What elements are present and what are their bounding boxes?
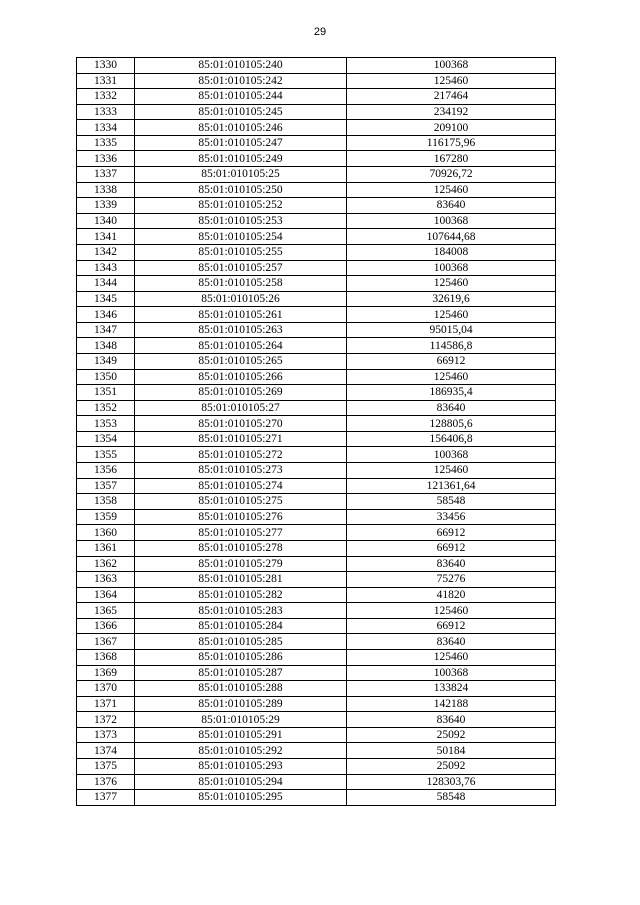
cadastral-number-cell: 85:01:010105:285 [135, 634, 347, 650]
cadastral-number-cell: 85:01:010105:247 [135, 135, 347, 151]
value-cell: 75276 [347, 572, 556, 588]
table-row [77, 665, 556, 681]
table-row [77, 291, 556, 307]
value-cell: 125460 [347, 182, 556, 198]
row-number-cell: 1351 [77, 385, 135, 401]
table-row [77, 73, 556, 89]
value-cell: 100368 [347, 260, 556, 276]
value-cell: 209100 [347, 120, 556, 136]
row-number-cell: 1340 [77, 213, 135, 229]
row-number-cell: 1362 [77, 556, 135, 572]
cadastral-number-cell: 85:01:010105:275 [135, 494, 347, 510]
cadastral-number-cell: 85:01:010105:254 [135, 229, 347, 245]
cadastral-number-cell: 85:01:010105:27 [135, 400, 347, 416]
cadastral-number-cell: 85:01:010105:278 [135, 540, 347, 556]
value-cell: 128805,6 [347, 416, 556, 432]
table-row [77, 58, 556, 74]
cadastral-number-cell: 85:01:010105:281 [135, 572, 347, 588]
table-row [77, 104, 556, 120]
table-row [77, 540, 556, 556]
cadastral-number-cell: 85:01:010105:244 [135, 89, 347, 105]
value-cell: 125460 [347, 463, 556, 479]
value-cell: 25092 [347, 759, 556, 775]
table-row [77, 135, 556, 151]
table-row [77, 509, 556, 525]
cadastral-number-cell: 85:01:010105:274 [135, 478, 347, 494]
value-cell: 133824 [347, 681, 556, 697]
value-cell: 125460 [347, 276, 556, 292]
table-row [77, 587, 556, 603]
table-row [77, 431, 556, 447]
value-cell: 100368 [347, 58, 556, 74]
table-row [77, 696, 556, 712]
row-number-cell: 1342 [77, 244, 135, 260]
table-row [77, 572, 556, 588]
table-row [77, 369, 556, 385]
table-row [77, 556, 556, 572]
table-row [77, 260, 556, 276]
table-row [77, 649, 556, 665]
cadastral-number-cell: 85:01:010105:295 [135, 790, 347, 806]
value-cell: 41820 [347, 587, 556, 603]
row-number-cell: 1361 [77, 540, 135, 556]
value-cell: 83640 [347, 556, 556, 572]
value-cell: 58548 [347, 790, 556, 806]
row-number-cell: 1372 [77, 712, 135, 728]
cadastral-number-cell: 85:01:010105:286 [135, 649, 347, 665]
cadastral-number-cell: 85:01:010105:29 [135, 712, 347, 728]
cadastral-number-cell: 85:01:010105:264 [135, 338, 347, 354]
cadastral-number-cell: 85:01:010105:272 [135, 447, 347, 463]
table-row [77, 307, 556, 323]
cadastral-number-cell: 85:01:010105:273 [135, 463, 347, 479]
table-row [77, 416, 556, 432]
row-number-cell: 1331 [77, 73, 135, 89]
row-number-cell: 1369 [77, 665, 135, 681]
table-row [77, 400, 556, 416]
table-row [77, 229, 556, 245]
value-cell: 83640 [347, 400, 556, 416]
cadastral-number-cell: 85:01:010105:266 [135, 369, 347, 385]
cadastral-number-cell: 85:01:010105:26 [135, 291, 347, 307]
table-row [77, 774, 556, 790]
cadastral-number-cell: 85:01:010105:277 [135, 525, 347, 541]
table-row [77, 198, 556, 214]
row-number-cell: 1336 [77, 151, 135, 167]
table-row [77, 618, 556, 634]
row-number-cell: 1370 [77, 681, 135, 697]
row-number-cell: 1353 [77, 416, 135, 432]
value-cell: 66912 [347, 525, 556, 541]
cadastral-number-cell: 85:01:010105:291 [135, 727, 347, 743]
row-number-cell: 1350 [77, 369, 135, 385]
table-row [77, 681, 556, 697]
value-cell: 100368 [347, 665, 556, 681]
value-cell: 142188 [347, 696, 556, 712]
row-number-cell: 1366 [77, 618, 135, 634]
table-row [77, 603, 556, 619]
value-cell: 32619,6 [347, 291, 556, 307]
row-number-cell: 1376 [77, 774, 135, 790]
row-number-cell: 1334 [77, 120, 135, 136]
cadastral-number-cell: 85:01:010105:279 [135, 556, 347, 572]
row-number-cell: 1332 [77, 89, 135, 105]
cadastral-number-cell: 85:01:010105:246 [135, 120, 347, 136]
cadastral-number-cell: 85:01:010105:292 [135, 743, 347, 759]
cadastral-number-cell: 85:01:010105:261 [135, 307, 347, 323]
value-cell: 125460 [347, 73, 556, 89]
row-number-cell: 1359 [77, 509, 135, 525]
value-cell: 66912 [347, 618, 556, 634]
row-number-cell: 1333 [77, 104, 135, 120]
cadastral-number-cell: 85:01:010105:289 [135, 696, 347, 712]
cadastral-number-cell: 85:01:010105:284 [135, 618, 347, 634]
table-row [77, 525, 556, 541]
cadastral-number-cell: 85:01:010105:288 [135, 681, 347, 697]
table-row [77, 213, 556, 229]
value-cell: 125460 [347, 307, 556, 323]
cadastral-number-cell: 85:01:010105:282 [135, 587, 347, 603]
value-cell: 95015,04 [347, 322, 556, 338]
cadastral-number-cell: 85:01:010105:294 [135, 774, 347, 790]
row-number-cell: 1360 [77, 525, 135, 541]
table-row [77, 790, 556, 806]
cadastral-value-table [76, 57, 556, 806]
table-body [77, 58, 556, 806]
row-number-cell: 1375 [77, 759, 135, 775]
row-number-cell: 1352 [77, 400, 135, 416]
cadastral-number-cell: 85:01:010105:263 [135, 322, 347, 338]
value-cell: 121361,64 [347, 478, 556, 494]
row-number-cell: 1365 [77, 603, 135, 619]
value-cell: 58548 [347, 494, 556, 510]
row-number-cell: 1337 [77, 167, 135, 183]
page-number: 29 [313, 26, 327, 38]
table-row [77, 478, 556, 494]
value-cell: 70926,72 [347, 167, 556, 183]
value-cell: 125460 [347, 649, 556, 665]
table-row [77, 182, 556, 198]
value-cell: 100368 [347, 447, 556, 463]
cadastral-number-cell: 85:01:010105:255 [135, 244, 347, 260]
table-row [77, 276, 556, 292]
table-row [77, 634, 556, 650]
cadastral-number-cell: 85:01:010105:25 [135, 167, 347, 183]
row-number-cell: 1338 [77, 182, 135, 198]
row-number-cell: 1341 [77, 229, 135, 245]
table-row [77, 743, 556, 759]
value-cell: 107644,68 [347, 229, 556, 245]
value-cell: 83640 [347, 198, 556, 214]
table-row [77, 244, 556, 260]
row-number-cell: 1358 [77, 494, 135, 510]
row-number-cell: 1343 [77, 260, 135, 276]
row-number-cell: 1374 [77, 743, 135, 759]
row-number-cell: 1347 [77, 322, 135, 338]
cadastral-number-cell: 85:01:010105:269 [135, 385, 347, 401]
row-number-cell: 1348 [77, 338, 135, 354]
row-number-cell: 1356 [77, 463, 135, 479]
table-row [77, 759, 556, 775]
value-cell: 116175,96 [347, 135, 556, 151]
row-number-cell: 1344 [77, 276, 135, 292]
value-cell: 114586,8 [347, 338, 556, 354]
cadastral-number-cell: 85:01:010105:240 [135, 58, 347, 74]
table-row [77, 338, 556, 354]
table-row [77, 151, 556, 167]
row-number-cell: 1339 [77, 198, 135, 214]
cadastral-number-cell: 85:01:010105:249 [135, 151, 347, 167]
row-number-cell: 1357 [77, 478, 135, 494]
row-number-cell: 1346 [77, 307, 135, 323]
cadastral-number-cell: 85:01:010105:245 [135, 104, 347, 120]
value-cell: 100368 [347, 213, 556, 229]
value-cell: 217464 [347, 89, 556, 105]
value-cell: 167280 [347, 151, 556, 167]
cadastral-number-cell: 85:01:010105:276 [135, 509, 347, 525]
row-number-cell: 1349 [77, 353, 135, 369]
row-number-cell: 1368 [77, 649, 135, 665]
value-cell: 83640 [347, 712, 556, 728]
value-cell: 33456 [347, 509, 556, 525]
cadastral-number-cell: 85:01:010105:258 [135, 276, 347, 292]
table-row [77, 353, 556, 369]
row-number-cell: 1345 [77, 291, 135, 307]
value-cell: 66912 [347, 540, 556, 556]
row-number-cell: 1363 [77, 572, 135, 588]
cadastral-number-cell: 85:01:010105:271 [135, 431, 347, 447]
table-row [77, 167, 556, 183]
row-number-cell: 1330 [77, 58, 135, 74]
value-cell: 156406,8 [347, 431, 556, 447]
value-cell: 128303,76 [347, 774, 556, 790]
cadastral-number-cell: 85:01:010105:242 [135, 73, 347, 89]
cadastral-number-cell: 85:01:010105:283 [135, 603, 347, 619]
value-cell: 186935,4 [347, 385, 556, 401]
table-row [77, 494, 556, 510]
value-cell: 66912 [347, 353, 556, 369]
cadastral-number-cell: 85:01:010105:257 [135, 260, 347, 276]
cadastral-number-cell: 85:01:010105:287 [135, 665, 347, 681]
cadastral-number-cell: 85:01:010105:293 [135, 759, 347, 775]
row-number-cell: 1377 [77, 790, 135, 806]
value-cell: 125460 [347, 369, 556, 385]
row-number-cell: 1364 [77, 587, 135, 603]
value-cell: 234192 [347, 104, 556, 120]
value-cell: 50184 [347, 743, 556, 759]
value-cell: 184008 [347, 244, 556, 260]
table-row [77, 322, 556, 338]
table-row [77, 447, 556, 463]
row-number-cell: 1354 [77, 431, 135, 447]
value-cell: 83640 [347, 634, 556, 650]
value-cell: 25092 [347, 727, 556, 743]
value-cell: 125460 [347, 603, 556, 619]
row-number-cell: 1355 [77, 447, 135, 463]
table-row [77, 120, 556, 136]
table-row [77, 385, 556, 401]
table-row [77, 89, 556, 105]
row-number-cell: 1371 [77, 696, 135, 712]
row-number-cell: 1367 [77, 634, 135, 650]
table-row [77, 712, 556, 728]
table-row [77, 463, 556, 479]
cadastral-number-cell: 85:01:010105:270 [135, 416, 347, 432]
table-row [77, 727, 556, 743]
row-number-cell: 1373 [77, 727, 135, 743]
cadastral-number-cell: 85:01:010105:265 [135, 353, 347, 369]
cadastral-number-cell: 85:01:010105:253 [135, 213, 347, 229]
row-number-cell: 1335 [77, 135, 135, 151]
cadastral-number-cell: 85:01:010105:252 [135, 198, 347, 214]
cadastral-number-cell: 85:01:010105:250 [135, 182, 347, 198]
